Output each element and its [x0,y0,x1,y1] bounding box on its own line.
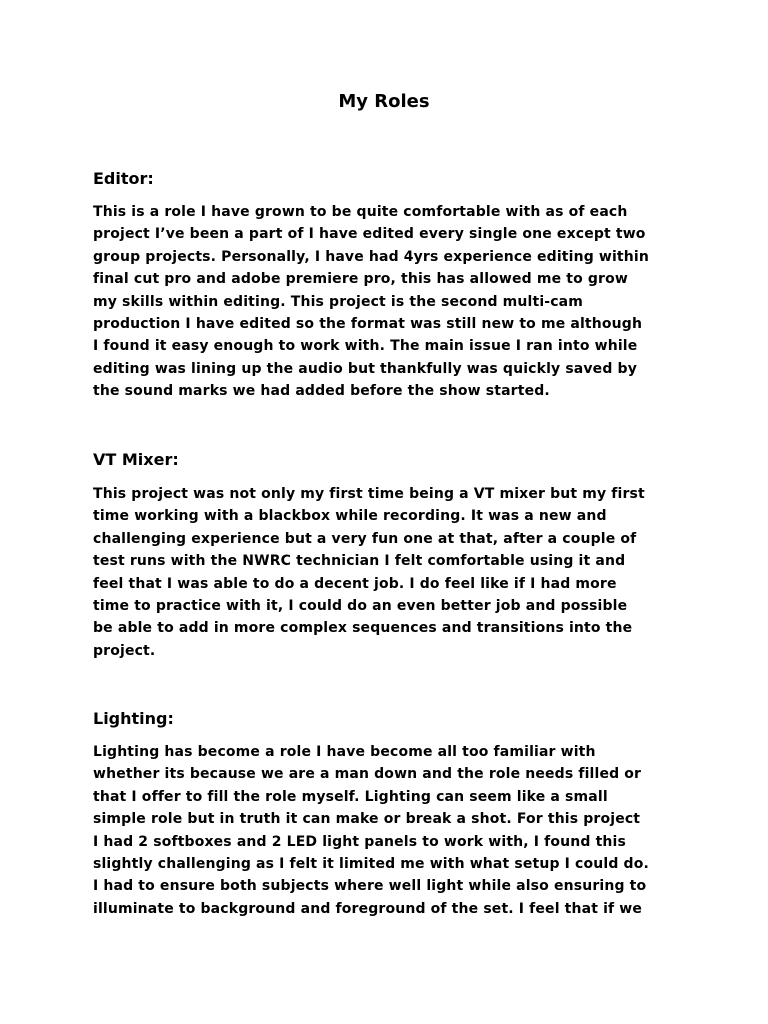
body-line: This project was not only my first time being a VT mixer but my first [93,486,645,502]
body-line: the sound marks we had added before the show started. [93,383,550,400]
body-line: challenging experience but a very fun one at that, after a couple of [93,530,637,547]
section-heading-editor: Editor: [93,169,154,188]
section-body-vt-mixer [93,483,693,662]
body-line: I had 2 softboxes and 2 LED light panels to work with, I found this [93,833,626,850]
section-heading-lighting: Lighting: [93,709,174,728]
body-line: test runs with the NWRC technician I felt comfortable using it and [93,553,626,570]
body-line: final cut pro and adobe premiere pro, this has allowed me to grow [93,271,628,288]
body-line: time to practice with it, I could do an even better job and possible [93,598,628,615]
section-body-editor [93,201,693,403]
body-line: group projects. Personally, I have had 4yrs experience editing within [93,248,649,265]
body-line: simple role but in truth it can make or break a shot. For this project [93,811,641,828]
body-line: time working with a blackbox while recording. It was a new and [93,508,607,525]
body-line: editing was lining up the audio but thankfully was quickly saved by [93,360,637,377]
section-heading-vt-mixer: VT Mixer: [93,450,179,469]
body-line: I found it easy enough to work with. The main issue I ran into while [93,338,638,355]
body-line: Lighting has become a role I have become all too familiar with [93,744,596,760]
section-body-lighting [93,741,693,920]
body-line: This is a role I have grown to be quite comfortable with as of each [93,204,628,220]
page-title: My Roles [338,91,430,112]
body-line: illuminate to background and foreground of the set. I feel that if we [93,900,643,917]
body-line: slightly challenging as I felt it limited me with what setup I could do. [93,856,649,873]
body-line: be able to add in more complex sequences and transitions into the [93,620,633,637]
body-line: feel that I was able to do a decent job. I do feel like if I had more [93,575,617,592]
body-line: project. [93,642,156,659]
body-line: whether its because we are a man down and the role needs filled or [93,766,642,783]
body-line: my skills within editing. This project is the second multi-cam [93,293,584,310]
body-line: that I offer to fill the role myself. Lighting can seem like a small [93,788,608,805]
body-line: production I have edited so the format was still new to me although [93,316,643,333]
body-line: I had to ensure both subjects where well light while also ensuring to [93,878,647,895]
body-line: project I’ve been a part of I have edited every single one except two [93,226,646,243]
